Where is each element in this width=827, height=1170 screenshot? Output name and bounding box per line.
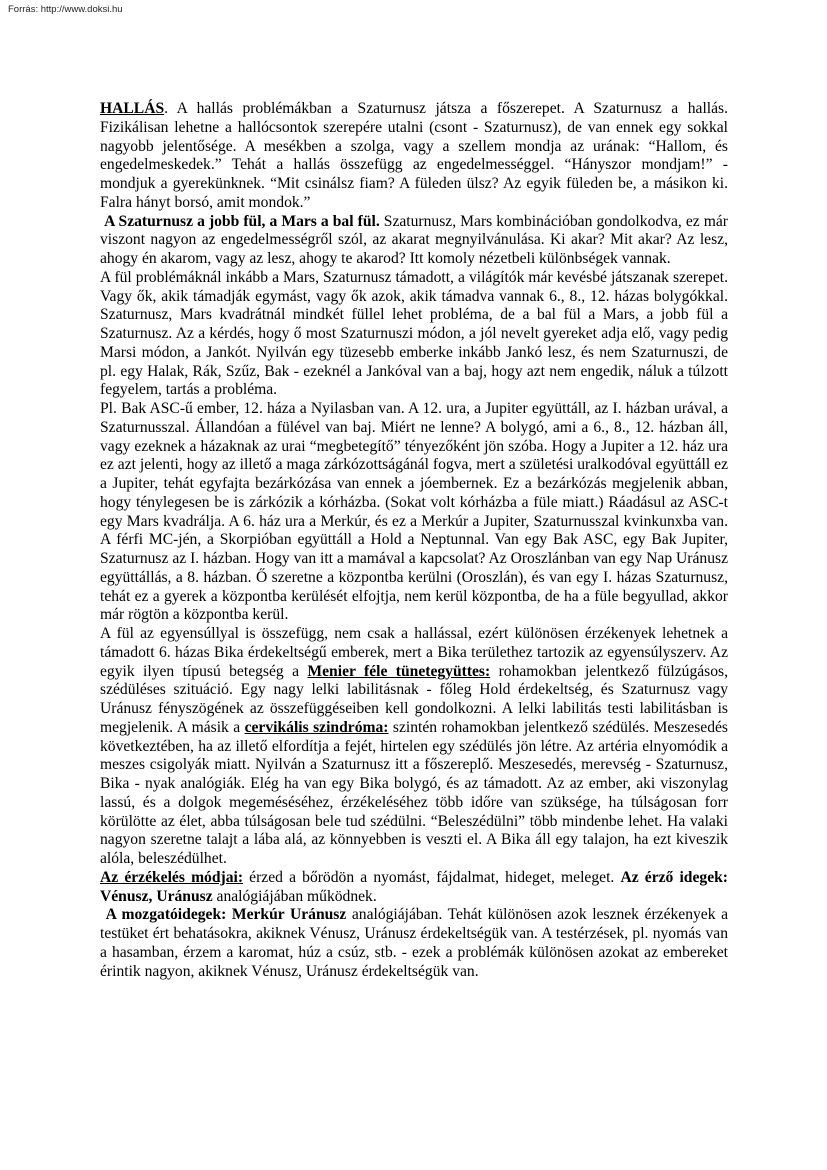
heading-erzekeles: Az érzékelés módjai: [100,868,244,886]
paragraph-text: A fül az egyensúllyal is összefügg, nem csak a hallással, ezért különösen érzékenyek lehetnek a támadott 6. házas Bika érdekeltségű emberek, mert a Bika területhez tartozik az egyensúlyszerv. Az egyik ilyen típusú betegség a [100,625,728,680]
document-body [100,100,728,981]
term-menier: Menier féle tünetegyüttes: [307,662,491,680]
source-label: Forrás: http://www.doksi.hu [8,4,123,15]
bold-statement: Az érző idegek: Vénusz, Uránusz [100,868,728,905]
heading-hallas: HALLÁS [100,100,165,117]
paragraph-text: rohamokban jelentkező fülzúgásos, szédüléses szituáció. Egy nagy lelki labilitásnak - főleg Hold érdekeltség, és Szaturnusz vagy Uránusz fényszögének az összefüggéseiben kell gondolkozni. A lelki labilitás testi labilitásban is megjelenik. A másik a [100,662,729,736]
paragraph-text: . A hallás problémákban a Szaturnusz játsza a főszerepet. A Szaturnusz a hallás. Fizikálisan lehetne a hallócsontok szerepére utalni (csont - Szaturnusz), de van ennek egy sokkal nagyobb jelentősége. A mesékben a szolga, vagy a szellem mondja az urának: “Hallom, és engedelmeskedek.” Tehát a hallás összefügg az engedelmességgel. “Hányszor mondjam!” - mondjuk a gyerekünknek. “Mit csinálsz fiam? A füleden ülsz? Az egyik füleden be, a másikon ki. Falra hányt borsó, amit mondok.” [100,100,728,211]
paragraph-ful-problemak: A fül problémáknál inkább a Mars, Szaturnusz támadott, a világítók már kevésbé játszanak szerepet. Vagy ők, akik támadják egymást, vagy ők azok, akik támadva vannak 6., 8., 12. házas bolygókkal. Szaturnusz, Mars kvadrátnál mindkét füllel lehet probléma, de a bal fül a Mars, a jobb fül a Szaturnusz. Az a kérdés, hogy ő most Szaturnuszi módon, a jól nevelt gyereket adja elő, vagy pedig Marsi módon, a Jankót. Nyilván egy tüzesebb emberke inkább Jankó lesz, és nem Szaturnuszi, de pl. egy Halak, Rák, Szűz, Bak - ezeknél a Jankóval van a baj, hogy azt nem engedik, náluk a túlzott fegyelem, tartás a probléma. [100,268,728,399]
term-cervikalis: cervikális szindróma: [244,718,389,736]
bold-statement: A mozgatóidegek: Merkúr Uránusz [105,906,347,924]
paragraph-egyensuly [100,625,728,869]
bold-statement: A Szaturnusz a jobb fül, a Mars a bal fül. [104,212,380,230]
paragraph-mozgatoidegek [100,906,728,981]
paragraph-pelda: Pl. Bak ASC-ű ember, 12. háza a Nyilasban van. A 12. ura, a Jupiter együttáll, az I. házban urával, a Szaturnusszal. Állandóan a fülével van baj. Miért ne lenne? A bolygó, ami a 6., 8., 12. házban áll, vagy ezeknek a házaknak az urai “megbetegítő” tényezőként jön szóba. Hogy a Jupiter a 12. ház ura ez azt jelenti, hogy az illető a maga zárkózottságánál fogva, mert a születési uralkodóval együttáll ez a Jupiter, tehát egyfajta bezárkózása van ennek a jóembernek. Ez a bezárkózás megjelenik abban, hogy ténylegesen be is zárkózik a kórházba. (Sokat volt kórházba a füle miatt.) Ráadásul az ASC-t egy Mars kvadrálja. A 6. ház ura a Merkúr, és ez a Merkúr a Jupiter, Szaturnusszal kvinkunxba van. A férfi MC-jén, a Skorpióban együttáll a Hold a Neptunnal. Van egy Bak ASC, egy Bak Jupiter, Szaturnusz az I. házban. Hogy van itt a mamával a kapcsolat? Az Oroszlánban van egy Nap Uránusz együttállás, a 8. házban. Ő szeretne a központba kerülni (Oroszlán), és van egy I. házas Szaturnusz, tehát ez a gyerek a központba kerülését elfojtja, nem kerül központba, de ha a füle begyullad, akkor már rögtön a központba kerül. [100,400,728,624]
paragraph-text: analógiájában. Tehát különösen azok lesznek érzékenyek a testüket ért behatásokra, akiknek Vénusz, Uránusz érdekeltségük van. A testérzések, pl. nyomás van a hasamban, érzem a karomat, húz a csúz, stb. - ezek a problémák különösen azokat az embereket érintik nagyon, akiknek Vénusz, Uránusz érdekeltségük van. [100,906,728,980]
paragraph-text: Szaturnusz, Mars kombinációban gondolkodva, ez már viszont nagyon az engedelmességről szól, az akarat megnyilvánulása. Ki akar? Mit akar? Az lesz, ahogy én akarom, vagy az lesz, ahogy te akarod? Itt komoly nézetbeli különbségek vannak. [100,212,728,267]
paragraph-text: érzed a bőrödön a nyomást, fájdalmat, hideget, meleget. [243,868,621,886]
paragraph-text: szintén rohamokban jelentkező szédülés. Meszesedés következtében, ha az illető elfordítja a fejét, hirtelen egy szédülés jön létre. Az artéria elnyomódik a meszes csigolyák miatt. Nyilván a Szaturnusz itt a főszereplő. Meszesedés, merevség - Szaturnusz, Bika - nyak analógiák. Elég ha van egy Bika bolygó, és az támadott. Az az ember, aki viszonylag lassú, és a dolgok megeméséséhez, érzékeléséhez több időre van szüksége, ha túlságosan forr körülötte az élet, abba túlságosan bele tud szédülni. “Beleszédülni” több mindenbe lehet. Ha valaki nagyon szeretne talajt a lába alá, az könnyebben is veszti el. A Bika áll egy talajon, ha ezt kiveszik alóla, beleszédülhet. [100,718,728,867]
paragraph-szaturnusz-mars [100,213,728,269]
paragraph-text: analógiájában működnek. [212,887,377,905]
paragraph-hallas [100,100,728,213]
paragraph-erzekeles [100,869,728,907]
